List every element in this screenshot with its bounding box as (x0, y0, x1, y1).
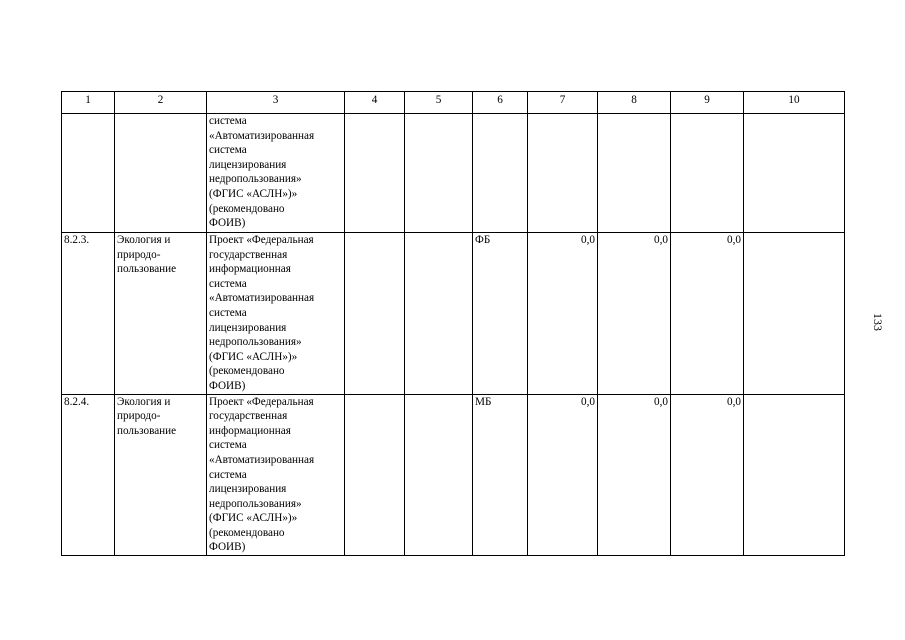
cell-sphere (115, 394, 207, 556)
table-row (62, 233, 845, 395)
cell-value (528, 114, 598, 233)
cell-text: 8.2.3. (64, 234, 90, 246)
cell-value (598, 114, 671, 233)
data-table (61, 91, 845, 556)
cell-col4 (345, 114, 405, 233)
column-header: 9 (671, 92, 744, 114)
column-header: 5 (405, 92, 473, 114)
cell-value (598, 233, 671, 395)
cell-text: Проект «Федеральная государственная информационная система «Автоматизированная система лицензирования недропользования» (ФГИС «АСЛН»)» (рекомендовано ФОИВ) (209, 234, 315, 392)
column-header: 6 (473, 92, 528, 114)
cell-value (528, 394, 598, 556)
column-header: 2 (115, 92, 207, 114)
cell-text: 0,0 (581, 234, 595, 246)
cell-project (207, 233, 345, 395)
page-number: 133 (871, 313, 885, 331)
cell-text: 0,0 (654, 234, 668, 246)
cell-text: Экология и природо- пользование (117, 395, 177, 437)
cell-sphere (115, 233, 207, 395)
cell-text: 0,0 (727, 234, 741, 246)
cell-text: 0,0 (654, 395, 668, 408)
cell-code (62, 394, 115, 556)
column-header: 8 (598, 92, 671, 114)
cell-col5 (405, 394, 473, 556)
cell-project (207, 394, 345, 556)
cell-value (528, 233, 598, 395)
cell-source (473, 394, 528, 556)
cell-text: Экология и природо- пользование (117, 234, 177, 276)
column-header: 10 (744, 92, 845, 114)
cell-project (207, 114, 345, 233)
column-header: 4 (345, 92, 405, 114)
column-header: 3 (207, 92, 345, 114)
cell-col10 (744, 114, 845, 233)
cell-col10 (744, 394, 845, 556)
cell-text: 0,0 (727, 395, 741, 408)
cell-sphere (115, 114, 207, 233)
cell-source (473, 114, 528, 233)
cell-value (671, 233, 744, 395)
cell-code (62, 114, 115, 233)
header-row (62, 92, 845, 114)
cell-col5 (405, 233, 473, 395)
cell-value (598, 394, 671, 556)
cell-text: МБ (475, 395, 492, 408)
cell-text: Проект «Федеральная государственная информационная система «Автоматизированная система лицензирования недропользования» (ФГИС «АСЛН»)» (рекомендовано ФОИВ) (209, 395, 315, 554)
cell-text: ФБ (475, 234, 491, 246)
cell-col5 (405, 114, 473, 233)
column-header: 1 (62, 92, 115, 114)
table-row (62, 114, 845, 233)
table-row (62, 394, 845, 556)
cell-value (671, 394, 744, 556)
cell-value (671, 114, 744, 233)
cell-col10 (744, 233, 845, 395)
cell-source (473, 233, 528, 395)
cell-text: система «Автоматизированная система лицензирования недропользования» (ФГИС «АСЛН»)» (рекомендовано ФОИВ) (209, 115, 315, 230)
cell-text: 0,0 (581, 395, 595, 408)
cell-col4 (345, 394, 405, 556)
column-header: 7 (528, 92, 598, 114)
cell-text: 8.2.4. (64, 395, 90, 408)
cell-col4 (345, 233, 405, 395)
cell-code (62, 233, 115, 395)
